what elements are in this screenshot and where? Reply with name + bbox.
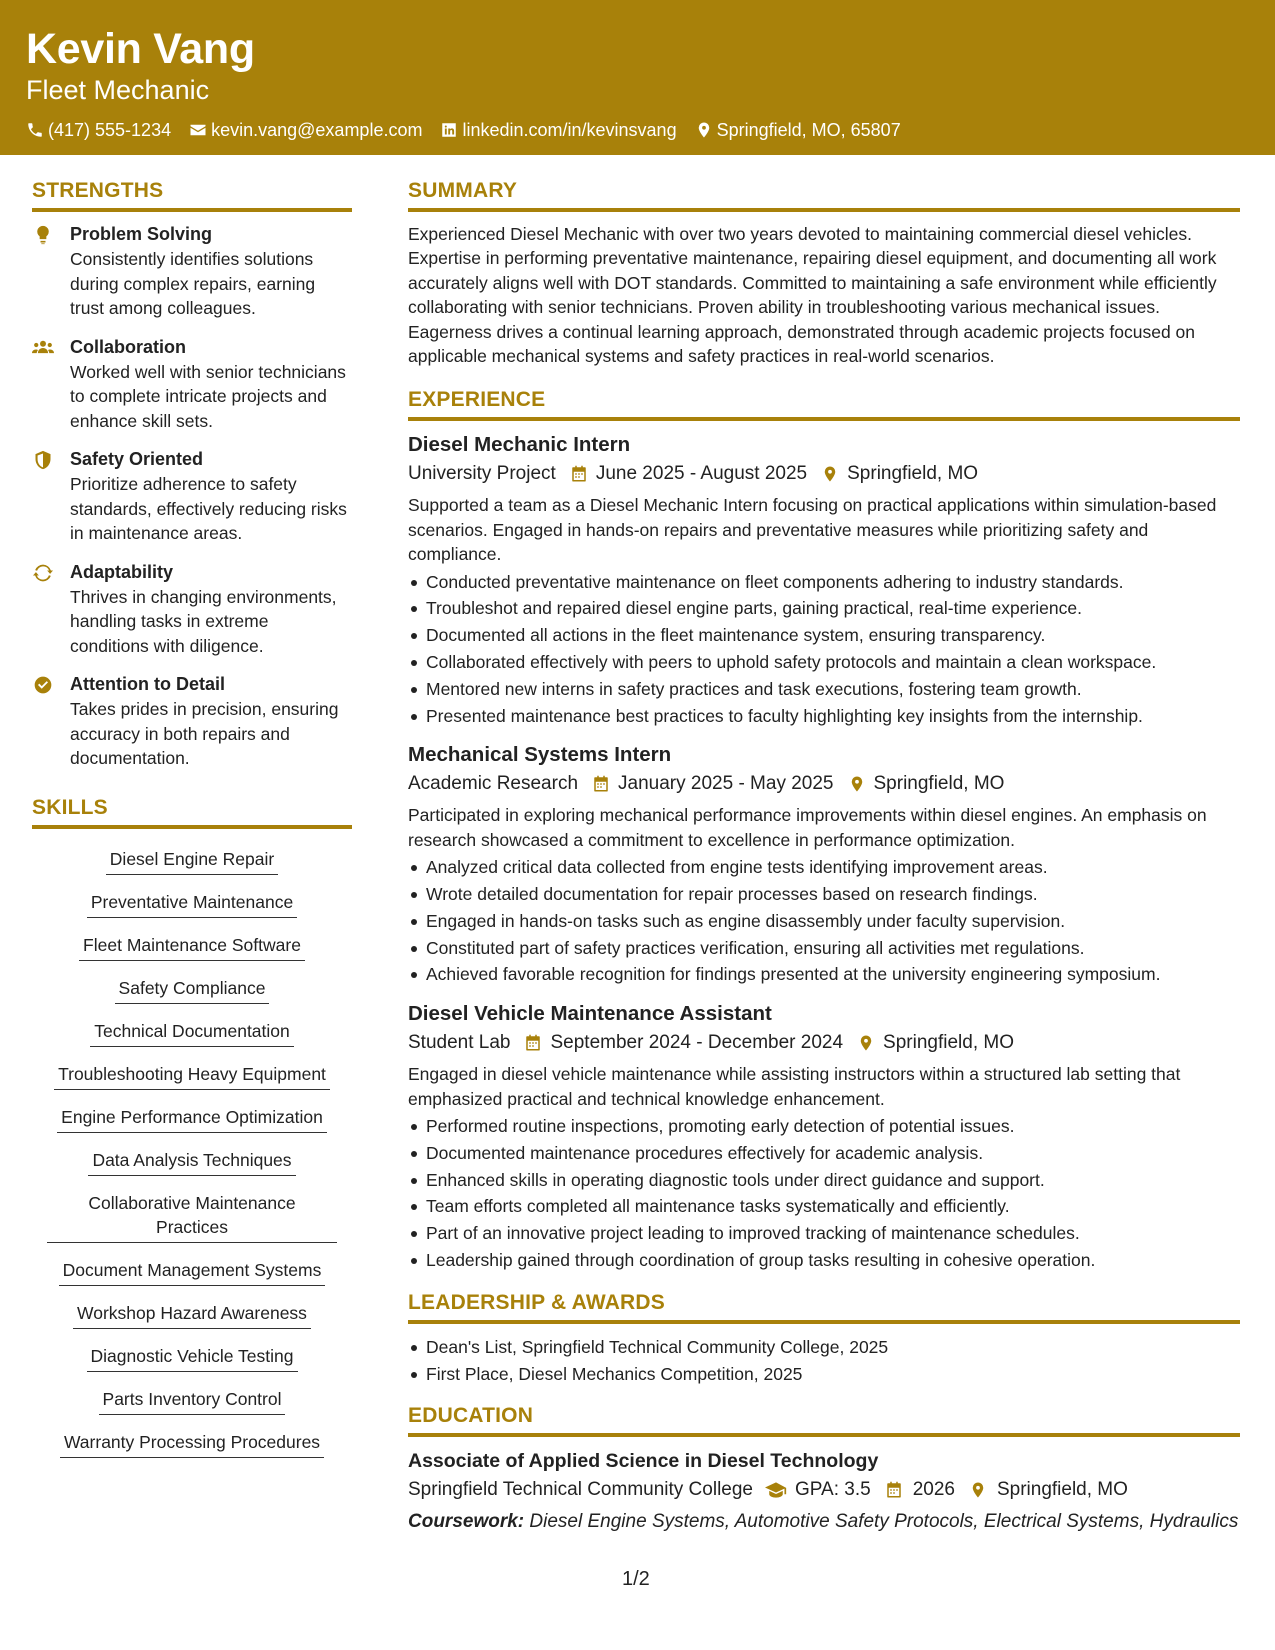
job-bullet: Documented all actions in the fleet maintenance system, ensuring transparency. [408, 622, 1240, 649]
job-bullets [408, 854, 1240, 988]
strength-desc: Thrives in changing environments, handling tasks in extreme conditions with diligence. [70, 586, 337, 656]
summary-heading: SUMMARY [408, 176, 1240, 212]
contact-location [695, 118, 901, 142]
skills-heading: SKILLS [32, 793, 352, 829]
job-meta [408, 769, 1240, 799]
candidate-title: Fleet Mechanic [26, 75, 210, 105]
resume-header [0, 0, 1275, 155]
award-item: Dean's List, Springfield Technical Community College, 2025 [408, 1334, 1240, 1361]
job-entry [408, 741, 1240, 988]
skill-tag: Fleet Maintenance Software [79, 933, 305, 961]
coursework [408, 1509, 1240, 1534]
map-pin-icon [695, 121, 713, 139]
skill-tag: Diesel Engine Repair [106, 847, 278, 875]
skill-tag: Warranty Processing Procedures [60, 1430, 324, 1458]
strength-title: Collaboration [70, 336, 186, 357]
job-meta [408, 459, 1240, 489]
degree-title: Associate of Applied Science in Diesel Technology [408, 1450, 879, 1473]
strength-title: Attention to Detail [70, 674, 225, 694]
skill-tag: Workshop Hazard Awareness [73, 1301, 311, 1329]
users-icon [32, 338, 54, 358]
map-pin-icon [848, 775, 866, 793]
job-location: Springfield, MO [883, 1032, 1014, 1054]
contact-phone[interactable] [26, 118, 171, 142]
skill-tag: Parts Inventory Control [99, 1387, 286, 1415]
skills-section [32, 793, 352, 1473]
skill-tag: Safety Compliance [115, 976, 270, 1004]
linkedin-icon [440, 121, 458, 139]
job-bullet: Performed routine inspections, promoting early detection of potential issues. [408, 1113, 1240, 1140]
job-dates: September 2024 - December 2024 [550, 1032, 844, 1054]
education-section [408, 1401, 1240, 1534]
job-org: Academic Research [408, 773, 579, 795]
job-location: Springfield, MO [847, 463, 979, 485]
strength-title: Adaptability [70, 561, 174, 582]
experience-list [408, 431, 1240, 1273]
education-meta [408, 1475, 1240, 1505]
left-column [32, 176, 352, 1473]
job-bullet: Constituted part of safety practices verification, ensuring all activities met regulations. [408, 935, 1240, 962]
job-org: Student Lab [408, 1032, 511, 1054]
award-item: First Place, Diesel Mechanics Competition, 2025 [408, 1361, 1240, 1388]
strength-desc: Worked well with senior technicians to complete intricate projects and enhance skill sets. [70, 361, 346, 431]
strength-title: Problem Solving [70, 224, 213, 244]
job-title: Diesel Vehicle Maintenance Assistant [408, 1002, 772, 1026]
awards-heading: LEADERSHIP & AWARDS [408, 1288, 1240, 1324]
lightbulb-icon [32, 225, 54, 245]
job-bullets [408, 1113, 1240, 1274]
envelope-icon [189, 121, 207, 139]
right-column [408, 176, 1240, 1534]
contact-email[interactable] [189, 118, 422, 142]
strength-item [32, 222, 352, 321]
job-meta [408, 1028, 1240, 1058]
awards-list [408, 1334, 1240, 1388]
email-text: kevin.vang@example.com [211, 120, 423, 140]
phone-icon [26, 121, 44, 139]
job-location: Springfield, MO [873, 773, 1005, 795]
strength-item [32, 447, 352, 546]
strength-item [32, 335, 352, 434]
calendar-icon [570, 465, 588, 483]
skill-tag: Diagnostic Vehicle Testing [87, 1344, 298, 1372]
calendar-icon [592, 775, 610, 793]
education-heading: EDUCATION [408, 1401, 1240, 1437]
job-dates: January 2025 - May 2025 [618, 773, 834, 795]
contact-bar [26, 118, 1249, 142]
job-bullets [408, 569, 1240, 730]
coursework-label: Coursework: [408, 1511, 525, 1533]
job-bullet: Mentored new interns in safety practices and task executions, fostering team growth. [408, 676, 1240, 703]
job-bullet: Analyzed critical data collected from engine tests identifying improvement areas. [408, 854, 1240, 881]
location-text: Springfield, MO, 65807 [716, 120, 901, 140]
strength-item [32, 560, 352, 659]
job-bullet: Conducted preventative maintenance on fleet components adhering to industry standards. [408, 569, 1240, 596]
gpa-text: GPA: 3.5 [795, 1479, 871, 1501]
strength-desc: Prioritize adherence to safety standards, effectively reducing risks in maintenance areas. [70, 474, 347, 543]
skill-tag: Document Management Systems [59, 1258, 326, 1286]
strength-item [32, 672, 352, 771]
job-bullet: Achieved favorable recognition for findings presented at the university engineering symposium. [408, 961, 1240, 988]
job-description: Participated in exploring mechanical performance improvements within diesel engines. An emphasis on research showcased a commitment to excellence in performance optimization. [408, 805, 1207, 850]
skill-tag: Engine Performance Optimization [57, 1105, 327, 1133]
job-entry [408, 431, 1240, 729]
job-title: Diesel Mechanic Intern [408, 433, 631, 457]
job-bullet: Troubleshot and repaired diesel engine parts, gaining practical, real-time experience. [408, 595, 1240, 622]
school-name: Springfield Technical Community College [408, 1479, 753, 1501]
job-bullet: Collaborated effectively with peers to uphold safety protocols and maintain a clean workspace. [408, 649, 1240, 676]
phone-text: (417) 555-1234 [48, 120, 172, 140]
strength-desc: Takes prides in precision, ensuring accuracy in both repairs and documentation. [70, 699, 339, 768]
skill-tag: Technical Documentation [90, 1019, 294, 1047]
job-bullet: Presented maintenance best practices to faculty highlighting key insights from the internship. [408, 703, 1240, 730]
job-bullet: Part of an innovative project leading to improved tracking of maintenance schedules. [408, 1220, 1240, 1247]
shield-icon [32, 450, 54, 470]
job-description: Engaged in diesel vehicle maintenance while assisting instructors within a structured lab setting that emphasized practical and technical knowledge enhancement. [408, 1064, 1181, 1109]
calendar-icon [883, 1481, 905, 1499]
map-pin-icon [857, 1034, 875, 1052]
education-location: Springfield, MO [996, 1479, 1128, 1501]
graduation-cap-icon [765, 1481, 787, 1499]
candidate-name: Kevin Vang [26, 25, 255, 73]
contact-linkedin[interactable] [440, 118, 676, 142]
job-org: University Project [408, 463, 556, 485]
summary-text: Experienced Diesel Mechanic with over two years devoted to maintaining commercial diesel vehicles. Expertise in performing preventative maintenance, repairing diesel equipment, and documenting all work accurately aligns well with DOT standards. Committed to maintaining a safe environment while efficiently collaborating with senior technicians. Proven ability in troubleshooting various mechanical issues. Eagerness drives a continual learning approach, demonstrated through academic projects focused on applicable mechanical systems and safety practices in real-world scenarios. [408, 224, 1217, 367]
page-number: 1/2 [622, 1568, 650, 1590]
sync-icon [32, 563, 54, 583]
job-bullet: Documented maintenance procedures effectively for academic analysis. [408, 1140, 1240, 1167]
strength-title: Safety Oriented [70, 449, 204, 469]
job-description: Supported a team as a Diesel Mechanic Intern focusing on practical applications within simulation-based scenarios. Engaged in hands-on repairs and preventative measures while prioritizing safety and compliance. [408, 495, 1217, 565]
linkedin-text: linkedin.com/in/kevinsvang [462, 120, 677, 140]
strength-desc: Consistently identifies solutions during complex repairs, earning trust among colleagues. [70, 249, 316, 318]
skill-tag: Data Analysis Techniques [88, 1148, 295, 1176]
calendar-icon [524, 1034, 542, 1052]
job-bullet: Leadership gained through coordination of group tasks resulting in cohesive operation. [408, 1247, 1240, 1274]
job-dates: June 2025 - August 2025 [595, 463, 808, 485]
skill-list [32, 847, 352, 1473]
job-title: Mechanical Systems Intern [408, 743, 672, 767]
skill-tag: Preventative Maintenance [87, 890, 297, 918]
job-bullet: Team efforts completed all maintenance tasks systematically and efficiently. [408, 1193, 1240, 1220]
coursework-list: Diesel Engine Systems, Automotive Safety Protocols, Electrical Systems, Hydraulics [529, 1511, 1239, 1533]
map-pin-icon [821, 465, 839, 483]
strengths-heading: STRENGTHS [32, 176, 352, 212]
job-entry [408, 1000, 1240, 1274]
skill-tag: Troubleshooting Heavy Equipment [54, 1062, 330, 1090]
map-pin-icon [967, 1481, 989, 1499]
job-bullet: Enhanced skills in operating diagnostic tools under direct guidance and support. [408, 1167, 1240, 1194]
job-bullet: Wrote detailed documentation for repair processes based on research findings. [408, 881, 1240, 908]
skill-tag: Collaborative Maintenance Practices [47, 1191, 337, 1243]
graduation-year: 2026 [912, 1479, 955, 1501]
check-circle-icon [32, 675, 54, 695]
job-bullet: Engaged in hands-on tasks such as engine disassembly under faculty supervision. [408, 908, 1240, 935]
experience-heading: EXPERIENCE [408, 385, 1240, 421]
awards-section [408, 1288, 1240, 1388]
